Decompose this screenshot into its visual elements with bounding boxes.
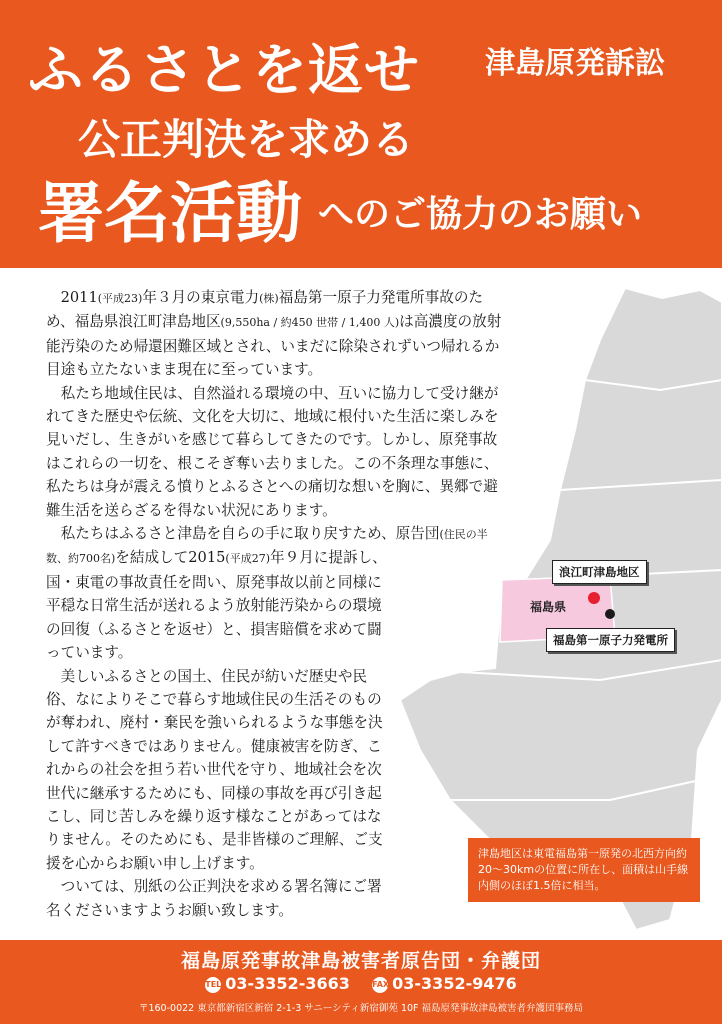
text-fragment: 2011	[60, 289, 98, 306]
paragraph-3b: 国・東電の事故責任を問い、原発事故以前と同様に平穏な日常生活が送れるよう放射能汚染からの環境の回復（ふるさとを返せ）と、損害賠償を求めて闘っています。	[46, 573, 382, 662]
text-fragment: 年９月に提訴し、	[270, 549, 387, 567]
title-line-1: ふるさとを返せ	[28, 38, 421, 102]
lawsuit-name: 津島原発訴訟	[485, 46, 665, 81]
phone-number[interactable]: 03-3352-3663	[225, 974, 350, 993]
address: 〒160-0022 東京都新宿区新宿 2-1-3 サニーシティ新宿御苑 10F 福島原発事故津島被害者弁護団事務局	[138, 1003, 584, 1014]
text-fragment: (平成27)	[225, 552, 270, 566]
title-line-3: 署名活動	[38, 175, 302, 252]
marker-icons	[582, 584, 622, 624]
fax-icon: FAX	[372, 977, 388, 993]
text-fragment: (株)	[259, 292, 279, 305]
text-fragment: (平成23)	[97, 292, 143, 305]
text-fragment: (住民の半数、約700名)	[46, 528, 488, 566]
text-fragment: を結成して2015	[115, 549, 226, 567]
contact-line	[0, 974, 722, 993]
paragraph-5: ついては、別紙の公正判決を求める署名簿にご署名くださいますようお願い致します。	[46, 878, 382, 919]
map-note: 津島地区は東電福島第一原発の北西方向約20〜30kmの位置に所在し、面積は山手線内側のほぼ1.5倍に相当。	[468, 838, 700, 902]
paragraph-4: 美しいふるさとの国土、住民が紡いだ歴史や民俗、なによりそこで暮らす地域住民の生活そのものが奪われ、廃村・棄民を強いられるような事態を決して許すべきではありません。健康被害を防ぎ、これからの社会を担う若い世代を守り、地域社会を次世代に継承するためにも、同様の事故を再び引き起こし、同じ苦しみを繰り返す様なことがあってはなりません。そのためにも、是非皆様のご理解、ご支援を心からお願い申し上げます。	[46, 667, 383, 872]
plant-label: 福島第一原子力発電所	[546, 628, 675, 652]
footer-band	[0, 940, 722, 1024]
phone-icon: TEL	[205, 977, 221, 993]
tsushima-marker	[588, 592, 600, 604]
paragraph-2: 私たち地域住民は、自然溢れる環境の中、互いに協力して受け継がれてきた歴史や伝統、文化を大切に、地域に根付いた生活に楽しみを見いだし、生きがいを感じて暮らしてきたのです。しかし、原発事故はこれらの一切を、根こそぎ奪い去りました。この不条理な事態に、私たちは身が震える憤りとふるさとへの痛切な想いを胸に、異郷で避難生活を送らざるを得ない状況にあります。	[46, 384, 499, 519]
title-line-3-tail: へのご協力のお願い	[318, 194, 643, 235]
text-fragment: は高濃度の放射能汚染のため帰還困難区域とされ、いまだに除染されずいつ帰れるか目途も立たないまま現在に至っています。	[46, 313, 502, 379]
narrow-column	[46, 571, 396, 922]
text-fragment: (9,550ha / 約450 世帯 / 1,400 人)	[220, 316, 400, 330]
text-fragment: 年３月の東京電力	[142, 289, 260, 306]
plant-marker	[605, 609, 615, 619]
organization-name: 福島原発事故津島被害者原告団・弁護団	[180, 950, 541, 972]
header-banner	[0, 0, 722, 268]
text-fragment: 私たちはふるさと津島を自らの手に取り戻すため、原告団	[60, 525, 440, 543]
tsushima-label: 浪江町津島地区	[552, 560, 647, 584]
text-fragment: 福島第一原子力発電所事故のため、福島県浪江町津島地区	[46, 289, 484, 331]
fukushima-label: 福島県	[530, 600, 567, 614]
title-line-2: 公正判決を求める	[78, 115, 415, 164]
fax-number: 03-3352-9476	[392, 974, 517, 993]
